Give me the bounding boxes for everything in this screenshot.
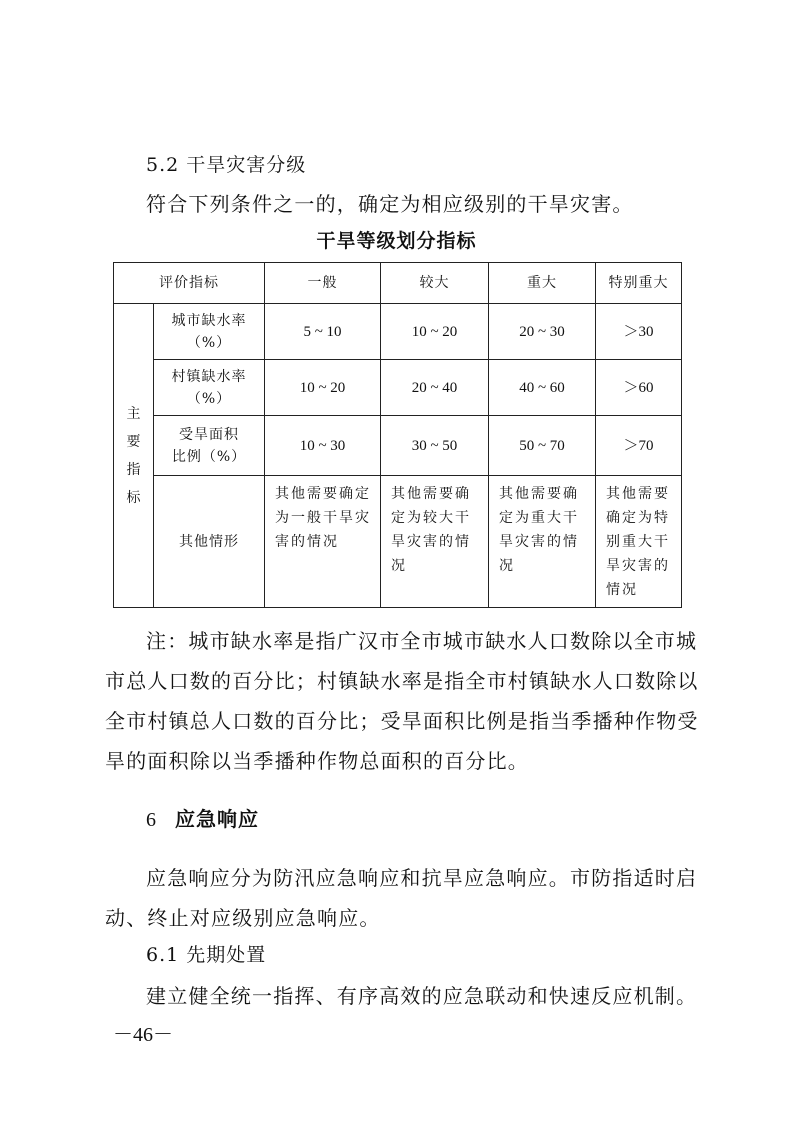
header-larger: 较大	[381, 263, 489, 304]
table-header-row	[114, 263, 682, 304]
cell-value: ＞60	[596, 360, 682, 416]
note-line: 全市村镇总人口数的百分比；受旱面积比例是指当季播种作物受	[105, 709, 699, 733]
row-label: 城市缺水率 （%）	[154, 304, 265, 360]
table-title: 干旱等级划分指标	[316, 230, 477, 252]
header-major: 重大	[489, 263, 596, 304]
drought-grade-table	[113, 262, 682, 608]
cell-other: 其他需要确定为重大干旱灾害的情况	[489, 476, 596, 608]
header-extra-major: 特别重大	[596, 263, 682, 304]
cell-other: 其他需要确定为特别重大干旱灾害的情况	[596, 476, 682, 608]
cell-value: 30 ~ 50	[381, 416, 489, 476]
section-6-1-paragraph: 建立健全统一指挥、有序高效的应急联动和快速反应机制。	[146, 984, 698, 1008]
table-row	[114, 476, 682, 608]
row-label: 村镇缺水率 （%）	[154, 360, 265, 416]
cell-value: 50 ~ 70	[489, 416, 596, 476]
section-6-paragraph-line: 应急响应分为防汛应急响应和抗旱应急响应。市防指适时启	[146, 866, 698, 890]
row-label-other: 其他情形	[154, 476, 265, 608]
table-row	[114, 360, 682, 416]
cell-value: 10 ~ 20	[265, 360, 381, 416]
cell-value: 10 ~ 20	[381, 304, 489, 360]
note-line: 旱的面积除以当季播种作物总面积的百分比。	[105, 749, 529, 773]
page-number: －46－	[113, 1024, 173, 1046]
section-6-paragraph-line: 动、终止对应级别应急响应。	[105, 906, 381, 930]
cell-value: 20 ~ 30	[489, 304, 596, 360]
cell-value: ＞70	[596, 416, 682, 476]
cell-value: ＞30	[596, 304, 682, 360]
header-indicator: 评价指标	[114, 263, 265, 304]
section-heading-6-1: 6.1 先期处置	[146, 944, 267, 966]
header-general: 一般	[265, 263, 381, 304]
cell-value: 40 ~ 60	[489, 360, 596, 416]
cell-value: 20 ~ 40	[381, 360, 489, 416]
cell-value: 5 ~ 10	[265, 304, 381, 360]
cell-value: 10 ~ 30	[265, 416, 381, 476]
table-row	[114, 416, 682, 476]
cell-other: 其他需要确定为较大干旱灾害的情况	[381, 476, 489, 608]
table-row	[114, 304, 682, 360]
note-line: 注：城市缺水率是指广汉市全市城市缺水人口数除以全市城	[146, 629, 698, 653]
section-intro: 符合下列条件之一的，确定为相应级别的干旱灾害。	[146, 192, 634, 216]
cell-other: 其他需要确定为一般干旱灾害的情况	[265, 476, 381, 608]
row-label: 受旱面积 比例（%）	[154, 416, 265, 476]
section-heading-6: 6 应急响应	[146, 807, 259, 831]
main-indicator-label: 主 要 指 标	[114, 304, 154, 608]
note-line: 市总人口数的百分比；村镇缺水率是指全市村镇缺水人口数除以	[105, 669, 699, 693]
section-heading-5-2: 5.2 干旱灾害分级	[146, 154, 307, 176]
